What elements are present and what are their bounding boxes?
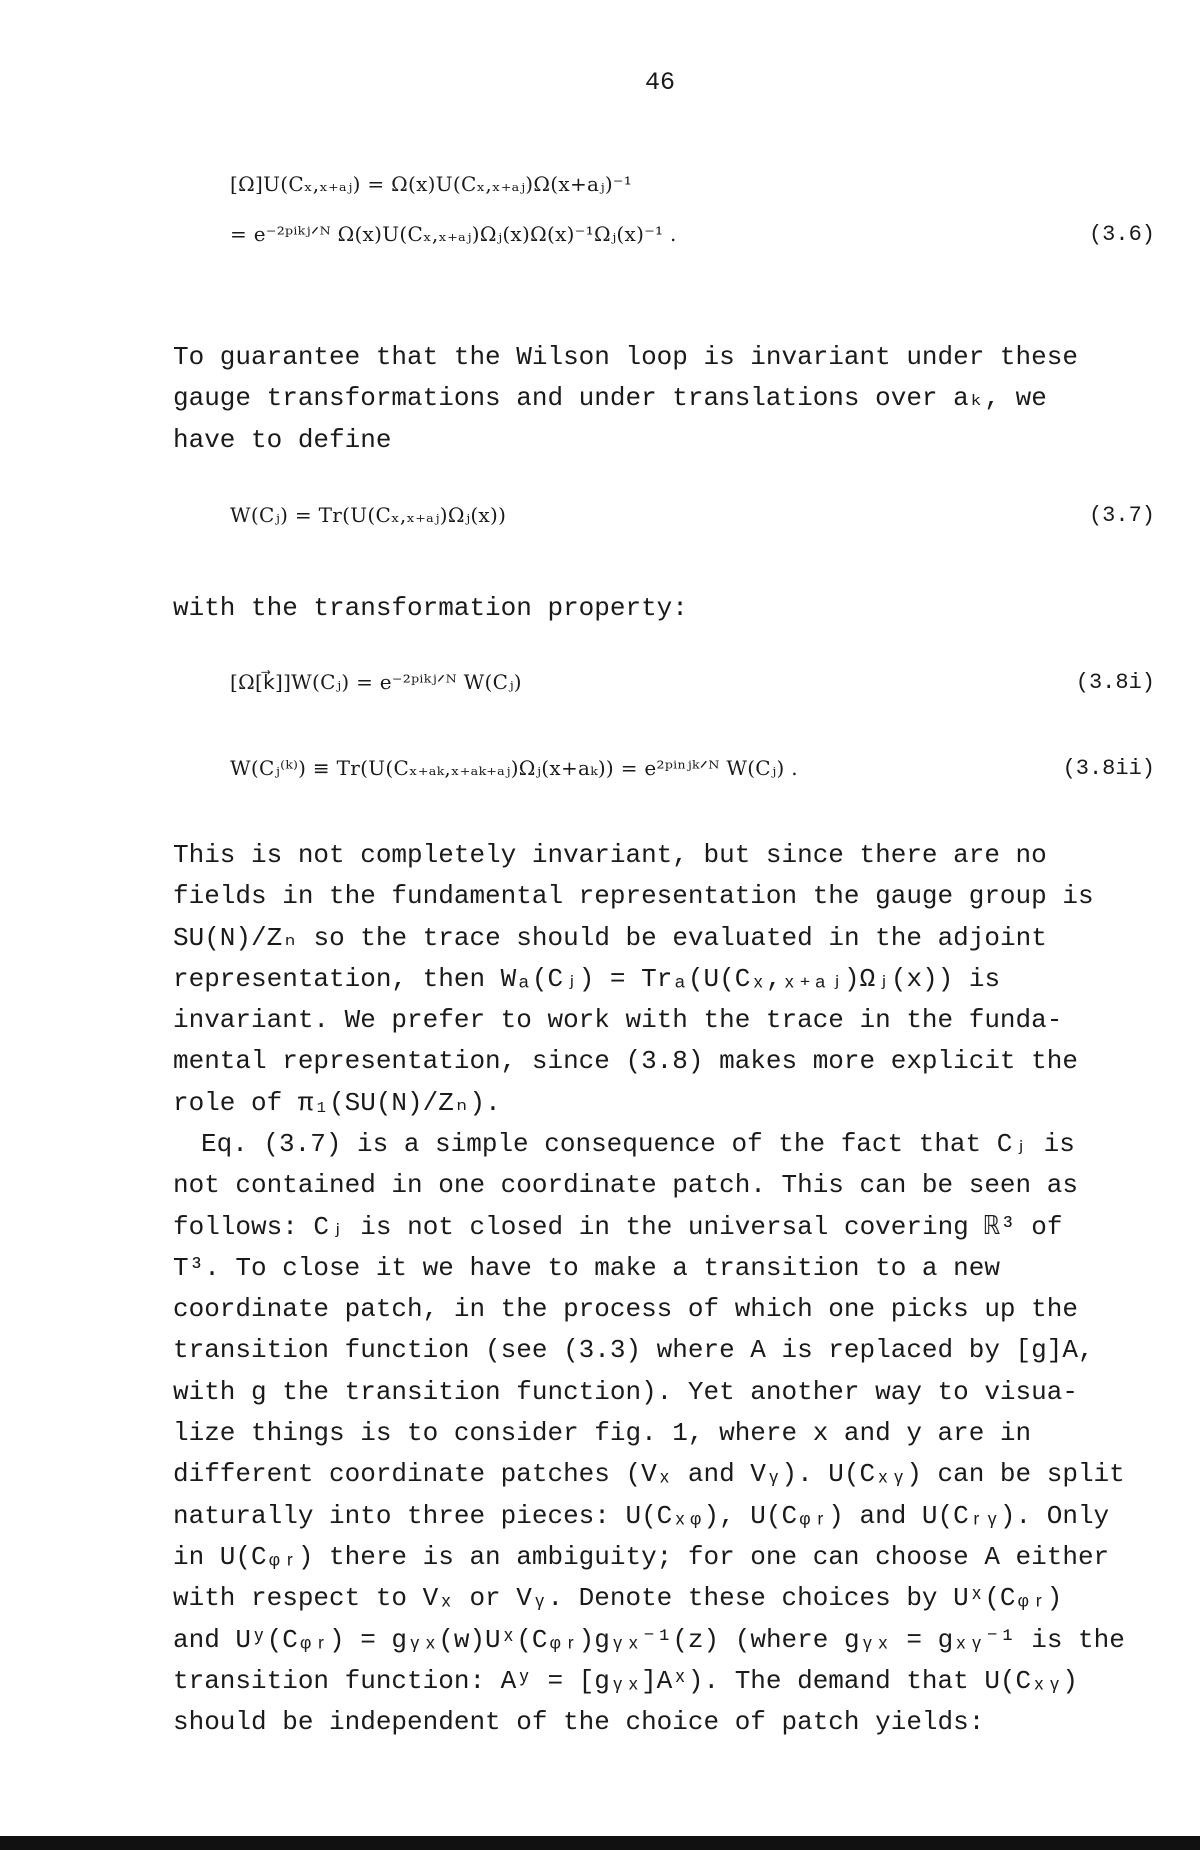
text-line: have to define <box>173 424 392 455</box>
equation-3-6-line-1: [Ω]U(Cₓ,ₓ₊ₐⱼ) = Ω(x)U(Cₓ,ₓ₊ₐⱼ)Ω(x+aⱼ)⁻¹ <box>230 172 633 196</box>
text-line: transition function: Aʸ = [gᵧₓ]Aˣ). The demand that U(Cₓᵧ) <box>173 1665 1078 1696</box>
paragraph-wilson-loop <box>173 337 1183 461</box>
text-line: Eq. (3.7) is a simple consequence of the fact that Cⱼ is <box>201 1129 1075 1159</box>
text-line: gauge transformations and under translations over aₖ, we <box>173 383 1047 414</box>
text-line: lize things is to consider fig. 1, where x and y are in <box>173 1418 1032 1449</box>
text-line: This is not completely invariant, but since there are no <box>173 840 1047 870</box>
equation-3-7: W(Cⱼ) = Tr(U(Cₓ,ₓ₊ₐⱼ)Ωⱼ(x)) <box>230 503 507 527</box>
text-line: transition function (see (3.3) where A is replaced by [g]A, <box>173 1335 1094 1366</box>
text-line: fields in the fundamental representation the gauge group is <box>173 881 1094 912</box>
text-line: SU(N)/Zₙ so the trace should be evaluated in the adjoint <box>173 922 1047 953</box>
text-line: in U(Cᵩᵣ) there is an ambiguity; for one can choose A either <box>173 1541 1110 1572</box>
equation-3-8ii: W(Cⱼ⁽ᵏ⁾) ≡ Tr(U(Cₓ₊ₐₖ,ₓ₊ₐₖ₊ₐⱼ)Ωⱼ(x+aₖ)) = e²ᵖⁱⁿʲᵏᐟᴺ W(Cⱼ) . <box>230 756 798 780</box>
equation-number-3-8ii: (3.8ii) <box>1062 756 1155 781</box>
text-line: with g the transition function). Yet another way to visua- <box>173 1376 1078 1407</box>
equation-number-3-6: (3.6) <box>1088 222 1155 247</box>
text-line: mental representation, since (3.8) makes more explicit the <box>173 1046 1078 1077</box>
equation-number-3-8i: (3.8i) <box>1075 670 1155 695</box>
text-line: and Uʸ(Cᵩᵣ) = gᵧₓ(w)Uˣ(Cᵩᵣ)gᵧₓ⁻¹(z) (where gᵧₓ = gₓᵧ⁻¹ is the <box>173 1624 1125 1655</box>
text-line: not contained in one coordinate patch. This can be seen as <box>173 1170 1078 1201</box>
text-line: role of π₁(SU(N)/Zₙ). <box>173 1087 501 1118</box>
text-line: follows: Cⱼ is not closed in the universal covering ℝ³ of <box>173 1211 1063 1242</box>
text-line: naturally into three pieces: U(Cₓᵩ), U(Cᵩᵣ) and U(Cᵣᵧ). Only <box>173 1500 1110 1531</box>
equation-number-3-7: (3.7) <box>1088 503 1155 528</box>
text-line: should be independent of the choice of patch yields: <box>173 1707 985 1738</box>
equation-3-6-line-2: = e⁻²ᵖⁱᵏʲᐟᴺ Ω(x)U(Cₓ,ₓ₊ₐⱼ)Ωⱼ(x)Ω(x)⁻¹Ωⱼ(x)⁻¹ . <box>230 222 677 246</box>
text-line: To guarantee that the Wilson loop is invariant under these <box>173 342 1078 372</box>
scan-bottom-border <box>0 1836 1200 1850</box>
text-line: with respect to Vₓ or Vᵧ. Denote these choices by Uˣ(Cᵩᵣ) <box>173 1583 1063 1614</box>
text-line: T³. To close it we have to make a transition to a new <box>173 1252 1000 1283</box>
page-number: 46 <box>645 68 676 97</box>
paragraph-invariance <box>173 835 1183 1124</box>
text-line: invariant. We prefer to work with the trace in the funda- <box>173 1005 1063 1036</box>
paragraph-coordinate-patch <box>173 1124 1183 1743</box>
text-line: different coordinate patches (Vₓ and Vᵧ). U(Cₓᵧ) can be split <box>173 1459 1125 1490</box>
text-line: coordinate patch, in the process of which one picks up the <box>173 1294 1078 1325</box>
text-line: with the transformation property: <box>173 593 688 623</box>
equation-3-8i: [Ω[k⃗]]W(Cⱼ) = e⁻²ᵖⁱᵏʲᐟᴺ W(Cⱼ) <box>230 670 522 694</box>
text-line: representation, then Wₐ(Cⱼ) = Trₐ(U(Cₓ,ₓ₊ₐⱼ)Ωⱼ(x)) is <box>173 963 1001 994</box>
paragraph-transformation <box>173 588 1183 629</box>
